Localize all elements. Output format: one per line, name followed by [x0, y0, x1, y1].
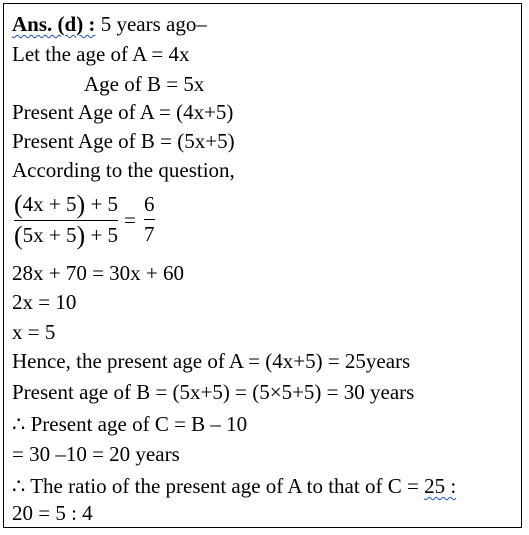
line-present-b: Present age of B = (5x+5) = (5×5+5) = 30 years [12, 380, 415, 404]
numerator-inner: 4x + 5 [22, 192, 77, 216]
line-hence: Hence, the present age of A = (4x+5) = 25years [12, 349, 411, 373]
numerator-tail: + 5 [85, 192, 119, 216]
fraction-equals: = [124, 208, 136, 232]
line-x: x = 5 [12, 320, 56, 344]
fraction-left [14, 192, 118, 248]
line-present-age-b: Present Age of B = (5x+5) [12, 129, 235, 153]
line-age-b: Age of B = 5x [84, 72, 205, 96]
fraction-left-numerator: (4x + 5) + 5 [14, 190, 119, 219]
answer-line [12, 12, 207, 36]
line-present-age-a: Present Age of A = (4x+5) [12, 100, 234, 124]
line-present-c: ∴ Present age of C = B – 10 [12, 412, 248, 436]
answer-text: 5 years ago– [95, 12, 207, 36]
fraction-right [144, 192, 155, 246]
fraction-right-denominator: 7 [144, 222, 155, 246]
line-ratio [12, 474, 456, 498]
line-c-value: = 30 –10 = 20 years [12, 442, 180, 466]
line-according: According to the question, [12, 158, 235, 182]
fraction-left-denominator: (5x + 5) + 5 [14, 221, 119, 250]
line-2x: 2x = 10 [12, 290, 77, 314]
answer-label: Ans. (d) : [12, 12, 96, 36]
denominator-inner: 5x + 5 [22, 223, 77, 247]
line-ratio-result: 20 = 5 : 4 [12, 501, 93, 525]
denominator-tail: + 5 [85, 223, 119, 247]
ratio-text: ∴ The ratio of the present age of A to that of C = [12, 474, 425, 498]
ratio-underlined: 25 : [424, 474, 457, 498]
line-let-age-a: Let the age of A = 4x [12, 42, 190, 66]
fraction-right-numerator: 6 [144, 192, 155, 220]
line-equation: 28x + 70 = 30x + 60 [12, 261, 185, 285]
